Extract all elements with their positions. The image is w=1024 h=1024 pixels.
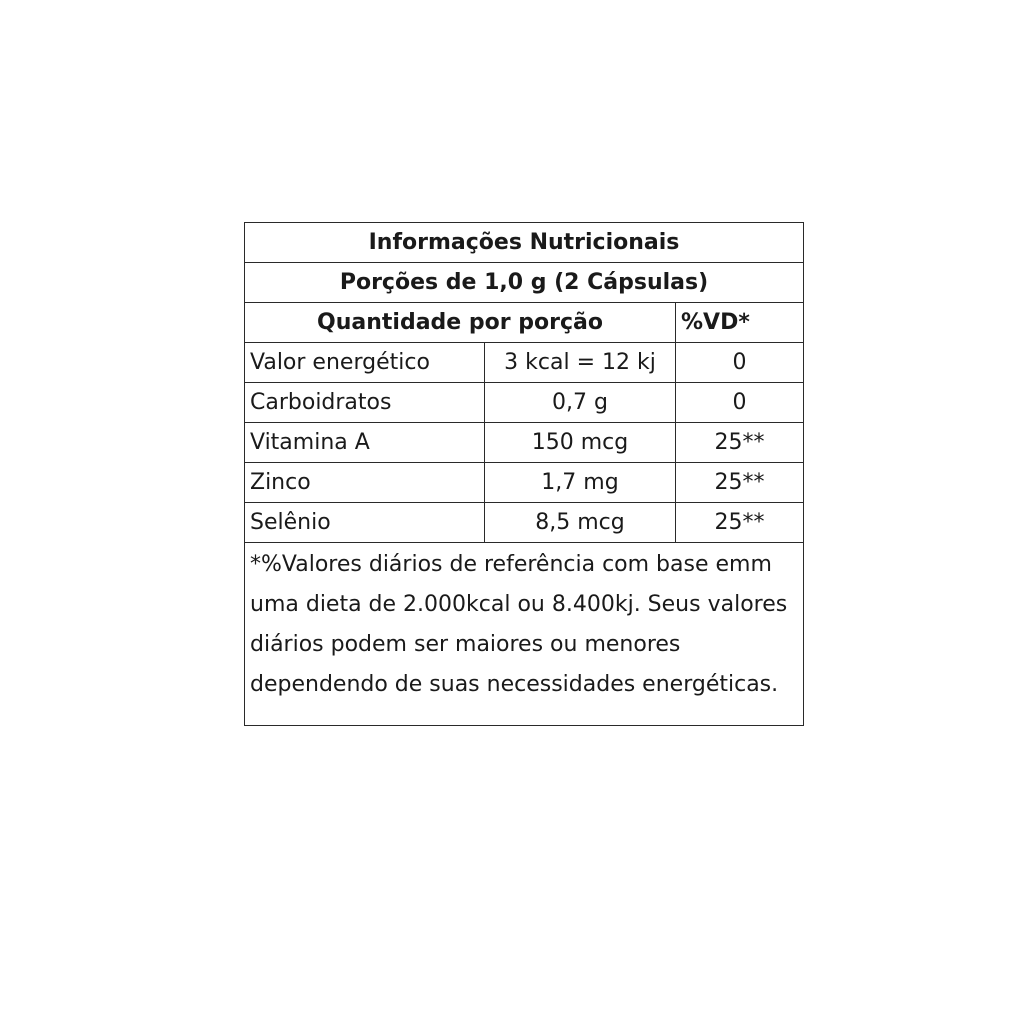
table-title: Informações Nutricionais — [245, 223, 804, 263]
nutrient-dv: 25** — [676, 463, 804, 503]
nutrient-dv: 25** — [676, 423, 804, 463]
footnote-text: *%Valores diários de referência com base emm uma dieta de 2.000kcal ou 8.400kj. Seus valores diários podem ser maiores ou menores dependendo de suas necessidades energéticas. — [245, 543, 804, 726]
nutrient-name: Zinco — [245, 463, 485, 503]
nutrient-amount: 3 kcal = 12 kj — [485, 343, 676, 383]
nutrition-facts-table — [244, 222, 804, 726]
header-dv: %VD* — [676, 303, 804, 343]
table-row — [245, 503, 804, 543]
serving-size: Porções de 1,0 g (2 Cápsulas) — [245, 263, 804, 303]
nutrient-name: Carboidratos — [245, 383, 485, 423]
serving-row — [245, 263, 804, 303]
title-row — [245, 223, 804, 263]
table-row — [245, 343, 804, 383]
nutrient-dv: 0 — [676, 343, 804, 383]
nutrient-amount: 150 mcg — [485, 423, 676, 463]
table-row — [245, 423, 804, 463]
nutrient-name: Valor energético — [245, 343, 485, 383]
nutrient-name: Vitamina A — [245, 423, 485, 463]
nutrient-amount: 8,5 mcg — [485, 503, 676, 543]
nutrient-amount: 0,7 g — [485, 383, 676, 423]
table-row — [245, 383, 804, 423]
footnote-row — [245, 543, 804, 726]
nutrient-dv: 25** — [676, 503, 804, 543]
nutrient-name: Selênio — [245, 503, 485, 543]
nutrient-amount: 1,7 mg — [485, 463, 676, 503]
header-row — [245, 303, 804, 343]
header-quantity: Quantidade por porção — [245, 303, 676, 343]
nutrient-dv: 0 — [676, 383, 804, 423]
table-row — [245, 463, 804, 503]
